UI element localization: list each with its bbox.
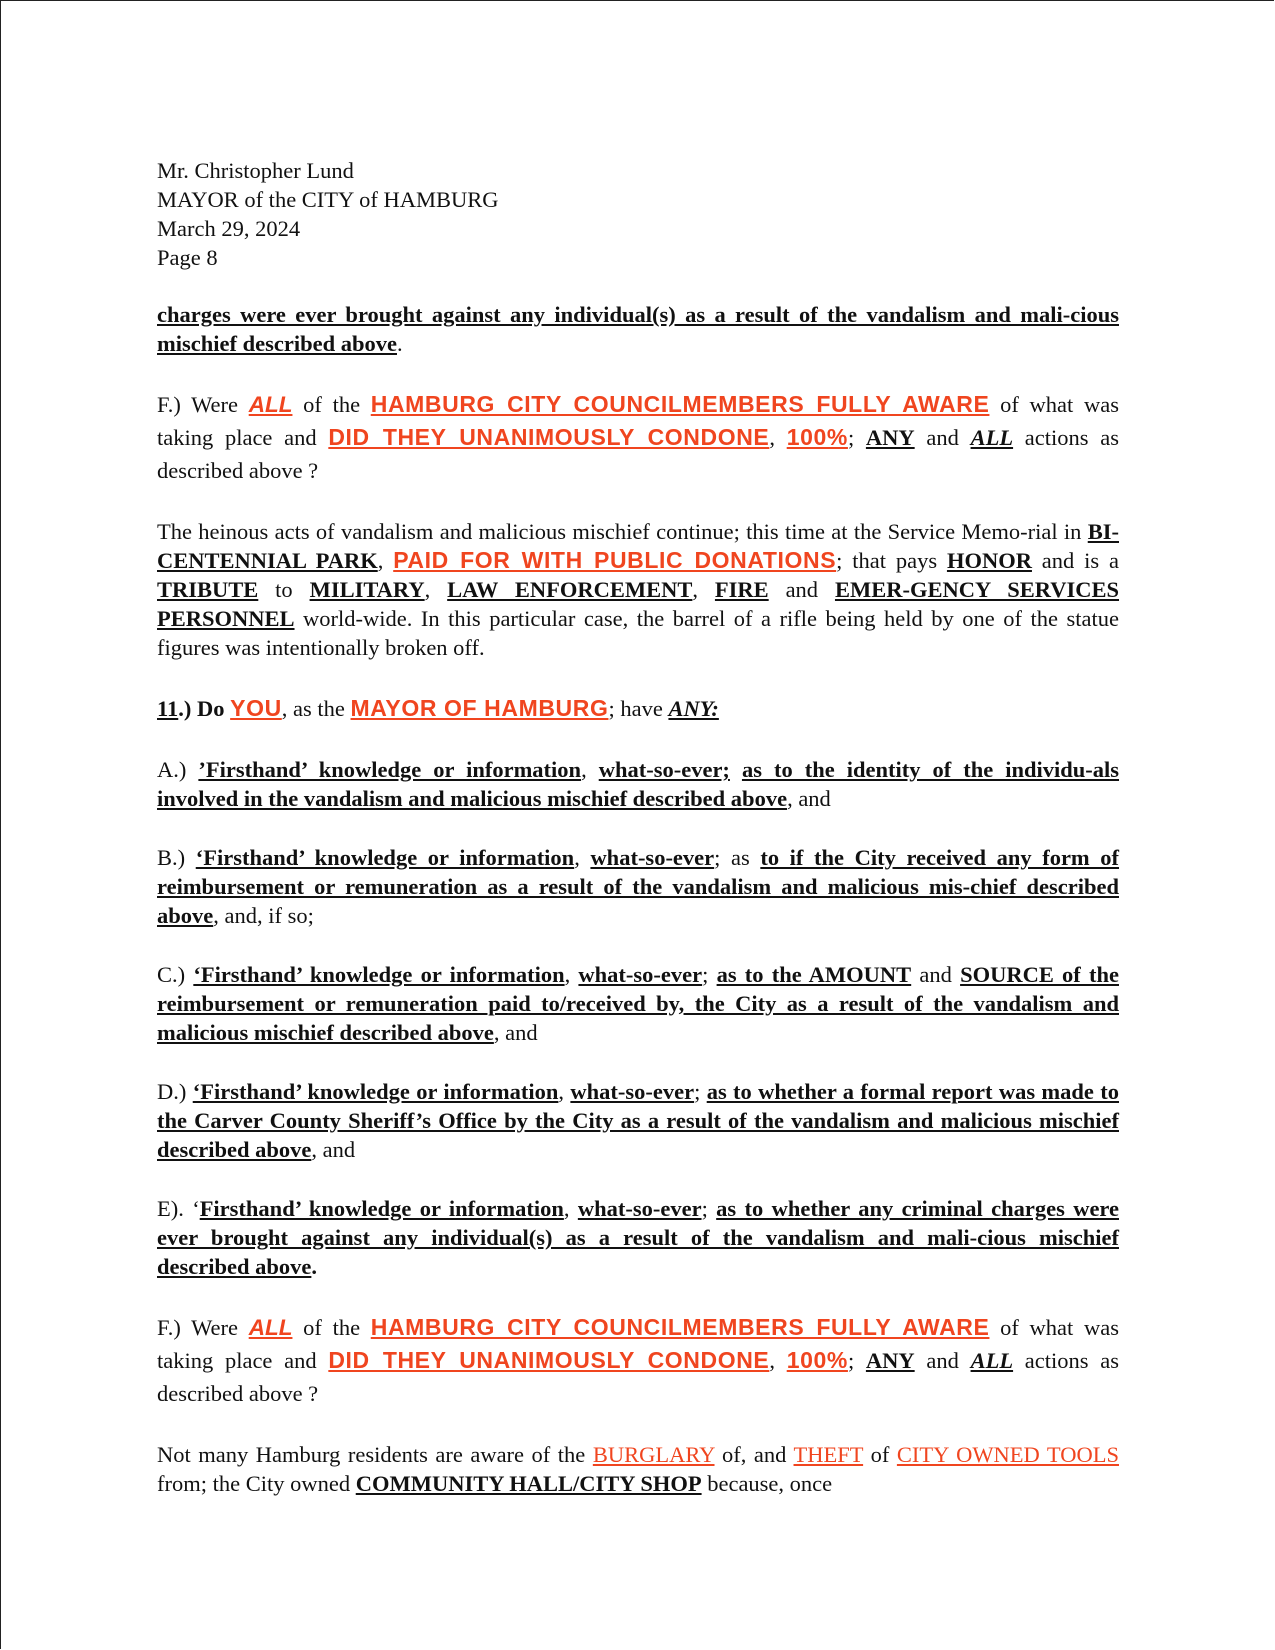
continued-paragraph [157,300,1119,358]
text-span: and [914,425,971,450]
question-number: 11 [157,696,179,721]
text-span: ; [702,962,717,987]
question-c-amount: as to the AMOUNT [716,962,912,987]
continued-text: charges were ever brought against any individual(s) as a result of the vandalism and mali-cious mischief described above [157,302,1119,356]
text-span: , [564,962,579,987]
text-span: ; have [608,696,669,721]
text-span: of what was taking place and [157,1315,1119,1373]
text-span: and [914,1348,971,1373]
councilmembers-aware: HAMBURG CITY COUNCILMEMBERS FULLY AWARE [370,1314,990,1340]
text-span: actions as described above ? [157,1348,1119,1406]
mayor-of-hamburg: MAYOR OF HAMBURG [350,695,609,721]
question-f [157,388,1119,487]
emphasis-burglary: BURGLARY [592,1442,715,1467]
text-span: , [574,845,591,870]
firsthand-knowledge: ‘Firsthand’ knowledge or information [192,1079,559,1104]
emphasis-city-tools: CITY OWNED TOOLS [896,1442,1119,1467]
firsthand-knowledge: Firsthand’ knowledge or information [199,1196,564,1221]
community-hall: COMMUNITY HALL/CITY SHOP [355,1471,702,1496]
text-span: B.) [157,845,196,870]
hundred-percent: 100% [786,424,848,450]
emphasis-any: ANY: [668,696,719,721]
text-span: F.) Were [157,1315,249,1340]
firsthand-knowledge: ’Firsthand’ knowledge or information [198,757,582,782]
text-span: of the [292,1315,371,1340]
unanimously-condone: DID THEY UNANIMOUSLY CONDONE [328,424,770,450]
text-span: to [258,577,310,602]
text-span: , and [787,786,831,811]
text-span: , [424,577,448,602]
emphasis-emergency: EMER-GENCY SERVICES PERSONNEL [157,577,1120,631]
text-span: ; as [714,845,761,870]
question-b-body: to if the City received any form of reimbursement or remuneration as a result of the vandalism and malicious mis-chief described above [157,845,1120,928]
text-span: . [311,1254,317,1279]
emphasis-all: ALL [248,1315,293,1340]
emphasis-any: ANY [865,1348,915,1373]
text-span: , and [493,1020,538,1045]
text-span: , [769,1348,787,1373]
text-span: Not many Hamburg residents are aware of the [157,1442,593,1467]
text-span: of, and [714,1442,794,1467]
question-f-repeat [157,1311,1119,1410]
what-so-ever: what-so-ever [590,845,715,870]
heinous-acts-paragraph [157,517,1119,662]
page-number: Page 8 [157,245,218,270]
unanimously-condone: DID THEY UNANIMOUSLY CONDONE [328,1347,770,1373]
text-span: .) Do [178,696,231,721]
text-span: E). ‘ [157,1196,200,1221]
councilmembers-aware: HAMBURG CITY COUNCILMEMBERS FULLY AWARE [370,391,990,417]
question-e-body: as to whether any criminal charges were ever brought against any individual(s) as a result of the vandalism and mali-cious mischief described above [157,1196,1119,1279]
burglary-paragraph [157,1440,1119,1498]
emphasis-all-2: ALL [970,425,1014,450]
recipient-name: Mr. Christopher Lund [157,158,354,183]
emphasis-theft: THEFT [793,1442,864,1467]
question-a [157,755,1119,813]
question-a-body: as to the identity of the individu-als involved in the vandalism and malicious mischief described above [157,757,1120,811]
text-span: of the [292,392,371,417]
text-span: , [769,425,787,450]
text-span: and [911,962,961,987]
text-span: , [692,577,715,602]
text-span: and is a [1031,548,1119,573]
text-span: ; [847,1348,866,1373]
text-span: , and [311,1137,356,1162]
recipient-title: MAYOR of the CITY of HAMBURG [157,187,499,212]
text-span: ; [847,425,866,450]
public-donations: PAID FOR WITH PUBLIC DONATIONS [393,547,837,573]
emphasis-law-enforcement: LAW ENFORCEMENT [447,577,693,602]
text-span: , and, if so; [213,903,314,928]
continued-period: . [396,331,403,356]
emphasis-tribute: TRIBUTE [157,577,259,602]
text-span: , [558,1079,571,1104]
firsthand-knowledge: ‘Firsthand’ knowledge or information [195,845,575,870]
question-11 [157,692,1119,725]
question-d-body: as to whether a formal report was made to the Carver County Sheriff’s Office by the City as a result of the vandalism and malicious mischief described above [157,1079,1120,1162]
text-span: because, once [701,1471,833,1496]
emphasis-all-2: ALL [970,1348,1014,1373]
text-span: , [377,548,394,573]
text-span: world-wide. In this particular case, the barrel of a rifle being held by one of the statue figures was intentionally broken off. [157,606,1119,660]
letter-header [157,156,1119,272]
text-span: F.) Were [157,392,249,417]
what-so-ever: what-so-ever [578,962,703,987]
text-span: , [563,1196,578,1221]
question-b [157,843,1119,930]
text-span: , [581,757,599,782]
text-span: The heinous acts of vandalism and malicious mischief continue; this time at the Service Memo-rial in [157,519,1088,544]
text-span: ; [701,1196,717,1221]
question-e [157,1194,1119,1281]
text-span: of [863,1442,897,1467]
text-span: of what was taking place and [157,392,1119,450]
emphasis-honor: HONOR [946,548,1032,573]
emphasis-fire: FIRE [714,577,769,602]
text-span [730,757,742,782]
text-span: actions as described above ? [157,425,1119,483]
letter-body [157,156,1119,1498]
emphasis-you: YOU [230,695,282,721]
question-d [157,1077,1119,1164]
emphasis-all: ALL [248,392,293,417]
what-so-ever: what-so-ever [570,1079,695,1104]
question-c [157,960,1119,1047]
text-span: , as the [281,696,351,721]
text-span: ; that pays [836,548,947,573]
text-span: from; the City owned [157,1471,356,1496]
emphasis-military: MILITARY [309,577,425,602]
text-span: C.) [157,962,194,987]
letter-date: March 29, 2024 [157,216,301,241]
hundred-percent: 100% [786,1347,848,1373]
firsthand-knowledge: ‘Firsthand’ knowledge or information [193,962,565,987]
park-name: BI-CENTENNIAL PARK [157,519,1119,573]
text-span: D.) [157,1079,193,1104]
text-span: ; [694,1079,707,1104]
text-span: and [768,577,835,602]
question-c-body: SOURCE of the reimbursement or remuneration paid to/received by, the City as a result of the vandalism and malicious mischief described above [157,962,1119,1045]
what-so-ever: what-so-ever; [598,757,730,782]
emphasis-any: ANY [865,425,915,450]
what-so-ever: what-so-ever [577,1196,702,1221]
text-span: A.) [157,757,199,782]
